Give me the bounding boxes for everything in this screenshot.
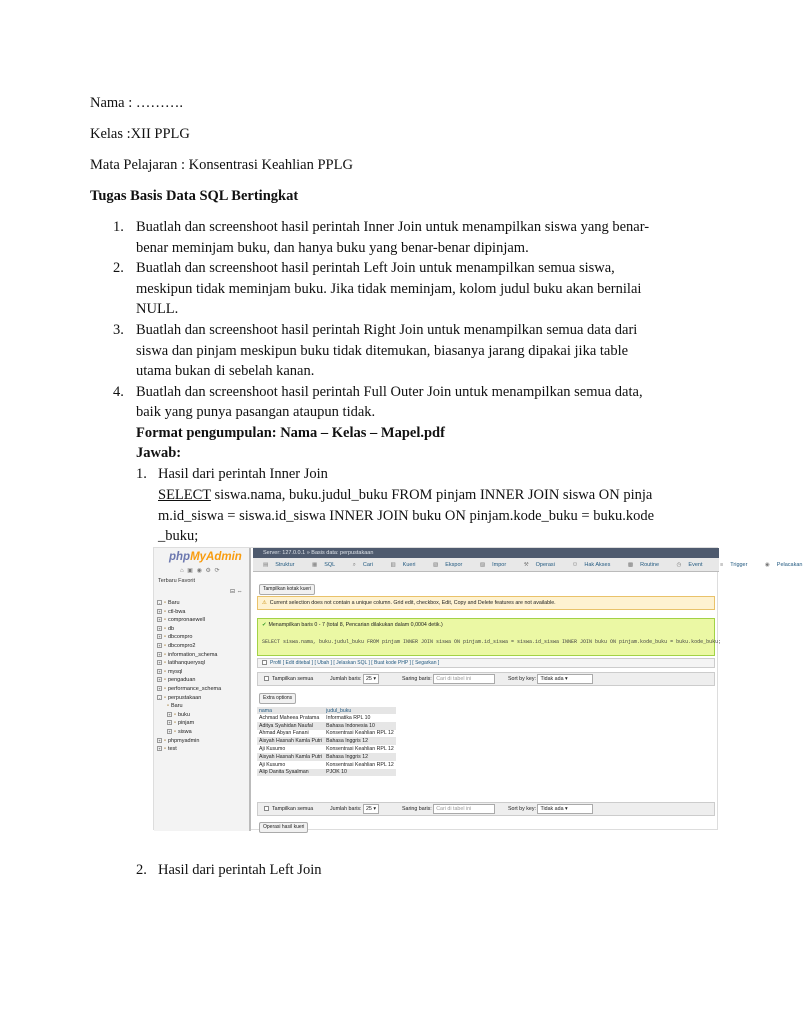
sql-line-1 [158, 485, 652, 506]
answer-heading: Hasil dari perintah Left Join [158, 862, 322, 878]
users-icon: ⚇ [572, 562, 578, 568]
export-icon: ▧ [433, 562, 439, 568]
column-header[interactable]: nama [257, 707, 324, 714]
table-row [257, 761, 396, 769]
database-tree [157, 599, 221, 754]
tree-item[interactable]: + ▫ test [158, 746, 177, 753]
task-item [90, 217, 680, 258]
executed-query: SELECT siswa.nama, buku.judul_buku FROM pinjam INNER JOIN siswa ON pinjam.id_siswa = siswa.id_siswa INNER JOIN buku ON pinjam.kode_buku = buku.kode_buku; [262, 639, 722, 645]
navigation-row-bottom [257, 802, 715, 816]
profil-bar [257, 658, 715, 668]
tree-item[interactable]: + ▫ dbcompro [158, 634, 193, 641]
answer-heading: Hasil dari perintah Inner Join [158, 466, 328, 482]
tab-trigger[interactable]: ≡ Trigger [715, 558, 750, 572]
task-item [90, 320, 680, 382]
task-number: 1. [113, 219, 124, 235]
profil-checkbox[interactable] [262, 660, 267, 665]
filter-label: Saring baris: [402, 806, 432, 812]
tab-impor[interactable]: ▨ Impor [475, 558, 509, 572]
mapel-line: Mata Pelajaran : Konsentrasi Keahlian PPLG [90, 157, 353, 173]
column-header[interactable]: judul_buku [324, 707, 396, 714]
home-icon[interactable]: ⌂ ▣ ◉ ⚙ ⟳ [180, 568, 221, 574]
table-cell: Aji Kusumo [257, 761, 324, 769]
table-row [257, 745, 396, 753]
show-all-label: Tampilkan semua [272, 806, 314, 812]
sql-icon: ▦ [312, 562, 318, 568]
tab-kueri[interactable]: ▥ Kueri [385, 558, 418, 572]
phpmyadmin-screenshot [153, 547, 803, 830]
warning-icon: ⚠ [262, 600, 267, 606]
table-cell: PJOK 10 [324, 769, 396, 777]
task-line: NULL. [136, 301, 179, 318]
main-panel [253, 548, 803, 831]
table-row [257, 737, 396, 745]
table-cell: Bahasa Inggris 12 [324, 737, 396, 745]
rows-label: Jumlah baris: [330, 676, 362, 682]
table-row [257, 714, 396, 722]
task-item [90, 382, 680, 423]
eye-icon: ◉ [764, 562, 770, 568]
filter-input[interactable]: Cari di tabel ini [433, 674, 495, 684]
task-line: benar meminjam buku, dan hanya buku yang benar-benar dipinjam. [136, 239, 529, 256]
answer-number: 1. [136, 466, 147, 482]
task-item [90, 258, 680, 320]
task-line: baik yang punya pasangan ataupun tidak. [136, 404, 376, 421]
import-icon: ▨ [479, 562, 486, 568]
tab-ekspor[interactable]: ▧ Ekspor [428, 558, 465, 572]
table-cell: Konsentrasi Keahlian RPL 12 [326, 730, 394, 737]
task-line: Buatlah dan screenshoot hasil perintah Left Join untuk menampilkan semua siswa, [136, 260, 615, 277]
sql-text: siswa.nama, buku.judul_buku FROM pinjam INNER JOIN siswa ON pinja [210, 487, 653, 503]
sort-label: Sort by key: [508, 676, 536, 682]
format-line: Format pengumpulan: Nama – Kelas – Mapel.pdf [136, 425, 445, 441]
table-cell: Bahasa Inggris 12 [324, 753, 396, 761]
tree-item[interactable]: + ▫ dbcompro2 [158, 642, 196, 649]
breadcrumb[interactable]: Server: 127.0.0.1 » Basis data: perpustakaan [253, 548, 719, 558]
kelas-line: Kelas :XII PPLG [90, 126, 190, 142]
navigation-row-top [257, 672, 715, 686]
table-cell: Aditya Syahidan Naufal [257, 722, 324, 730]
table-cell: Aisyah Hasnah Kamla Putri [259, 738, 323, 745]
success-message [257, 618, 722, 656]
rows-select[interactable]: 25 ▾ [363, 674, 379, 684]
tab-operasi[interactable]: ⚒ Operasi [519, 558, 558, 572]
tree-item[interactable]: + ▫ db [158, 625, 175, 632]
sort-select[interactable]: Tidak ada ▾ [537, 674, 593, 684]
tree-item[interactable]: + ▫ information_schema [158, 651, 218, 658]
table-cell: Konsentrasi Keahlian RPL 12 [326, 746, 394, 753]
task-line: meskipun tidak meminjam buku. Jika tidak meminjam, kolom judul buku akan bernilai [136, 280, 642, 297]
navigation-sidebar [154, 548, 251, 831]
tree-item[interactable]: - ▫ perpustakaan [158, 694, 202, 701]
tab-pelacakan[interactable]: ◉ Pelacakan [760, 558, 806, 572]
tree-item[interactable]: ▫ Baru [167, 703, 183, 710]
phpmyadmin-logo: phpMyAdmin [169, 551, 242, 563]
show-query-box-button[interactable]: Tampilkan kotak kueri [259, 584, 315, 595]
tree-item[interactable]: + ▫ pengaduan [158, 677, 196, 684]
show-all-checkbox[interactable] [264, 806, 269, 811]
table-cell: Informatika RPL 10 [324, 714, 396, 722]
task-list [90, 217, 680, 423]
collapse-icon[interactable]: ⊟ ⇔ [230, 589, 243, 595]
task-number: 2. [113, 260, 124, 277]
rows-label: Jumlah baris: [330, 806, 362, 812]
task-line: Buatlah dan screenshoot hasil perintah Inner Join untuk menampilkan siswa yang benar- [136, 219, 650, 235]
table-row [257, 753, 396, 761]
table-cell: Ahmad Abyan Fanani [257, 730, 324, 738]
warning-message: ⚠ Current selection does not contain a unique column. Grid edit, checkbox, Edit, Copy and Delete features are not available. [257, 596, 715, 610]
table-cell: Aji Kusumo [257, 745, 324, 753]
search-icon: ⌕ [352, 562, 356, 568]
answer-number: 2. [136, 862, 147, 878]
success-text: Menampilkan baris 0 - 7 (total 8, Pencarian dilakukan dalam 0,0004 detik.) [268, 622, 443, 628]
task-number: 4. [113, 383, 124, 400]
table-row [257, 722, 396, 730]
query-results-operations-button[interactable]: Operasi hasil kueri [259, 822, 308, 833]
table-row [257, 730, 396, 738]
table-cell: Aisyah Hasnah Kamla Putri [259, 753, 323, 760]
tree-item[interactable]: + ▫ phpmyadmin [158, 737, 200, 744]
sort-label: Sort by key: [508, 806, 536, 812]
tab-sql[interactable]: ▦ SQL [307, 558, 338, 572]
tree-item[interactable]: + ▫ compronaewell [158, 617, 205, 624]
nama-line: Nama : ………. [90, 95, 184, 111]
task-line: utama bukan di sebelah kanan. [136, 363, 315, 380]
show-all-checkbox[interactable] [264, 676, 269, 681]
table-cell: Bahasa Indonesia 10 [324, 722, 396, 730]
task-line: Buatlah dan screenshoot hasil perintah Right Join untuk menampilkan semua data dari [136, 321, 638, 338]
sort-select[interactable]: Tidak ada ▾ [537, 804, 593, 814]
table-cell: Achmad Maheea Pratama [257, 714, 324, 722]
tree-item[interactable]: + ▫ siswa [168, 728, 192, 735]
structure-icon: ▤ [263, 562, 269, 568]
filter-label: Saring baris: [402, 676, 432, 682]
sql-keyword: SELECT [158, 487, 211, 503]
tab-hak-akses[interactable]: ⚇ Hak Akses [567, 558, 613, 572]
tree-item[interactable]: + ▫ ctl-bwa [158, 608, 186, 615]
document-title: Tugas Basis Data SQL Bertingkat [90, 188, 299, 204]
sql-line-2: m.id_siswa = siswa.id_siswa INNER JOIN buku ON pinjam.kode_buku = buku.kode [158, 508, 655, 524]
task-line: Buatlah dan screenshoot hasil perintah Full Outer Join untuk menampilkan semua data, [136, 383, 643, 400]
tab-bar [253, 558, 803, 572]
tree-item[interactable]: - ▫ Baru [158, 600, 180, 606]
result-table [257, 707, 396, 776]
table-cell: Konsentrasi Keahlian RPL 12 [326, 761, 394, 768]
clock-icon: ◷ [676, 562, 682, 568]
recent-favorite-tabs[interactable]: Terbaru Favorit [158, 578, 195, 584]
extra-options-button[interactable]: Extra options [259, 693, 296, 704]
tree-item[interactable]: + ▫ performance_schema [158, 685, 222, 692]
table-cell: Alip Danita Syaalman [257, 769, 324, 777]
routine-icon: ▩ [627, 562, 634, 568]
check-icon: ✔ [262, 622, 267, 628]
filter-input[interactable]: Cari di tabel ini [433, 804, 495, 814]
profil-links[interactable]: Profil [ Edit ditebal ] [ Ubah ] [ Jelaskan SQL ] [ Buat kode PHP ] [ Segarkan ] [270, 660, 440, 666]
tree-item[interactable]: + ▫ mysql [158, 668, 183, 675]
query-icon: ▥ [390, 562, 396, 568]
sql-line-3: _buku; [158, 528, 199, 544]
tree-item[interactable]: + ▫ latihanquerysql [158, 660, 205, 667]
tab-cari[interactable]: ⌕ Cari [348, 558, 376, 572]
show-all-label: Tampilkan semua [272, 676, 314, 682]
rows-select[interactable]: 25 ▾ [363, 804, 379, 814]
table-row [257, 769, 396, 777]
tree-item[interactable]: + ▫ pinjam [168, 720, 195, 727]
tab-event[interactable]: ◷ Event [672, 558, 706, 572]
tree-item[interactable]: + ▫ buku [168, 711, 190, 718]
table-header-row [257, 707, 396, 714]
tab-routine[interactable]: ▩ Routine [623, 558, 662, 572]
jawab-label: Jawab: [136, 445, 182, 461]
wrench-icon: ⚒ [523, 562, 529, 568]
trigger-icon: ≡ [720, 562, 724, 568]
task-line: siswa dan pinjam meskipun buku tidak ditemukan, biasanya jarang dipakai jika table [136, 342, 629, 359]
task-number: 3. [113, 321, 124, 338]
tab-struktur[interactable]: ▤ Struktur [258, 558, 297, 572]
